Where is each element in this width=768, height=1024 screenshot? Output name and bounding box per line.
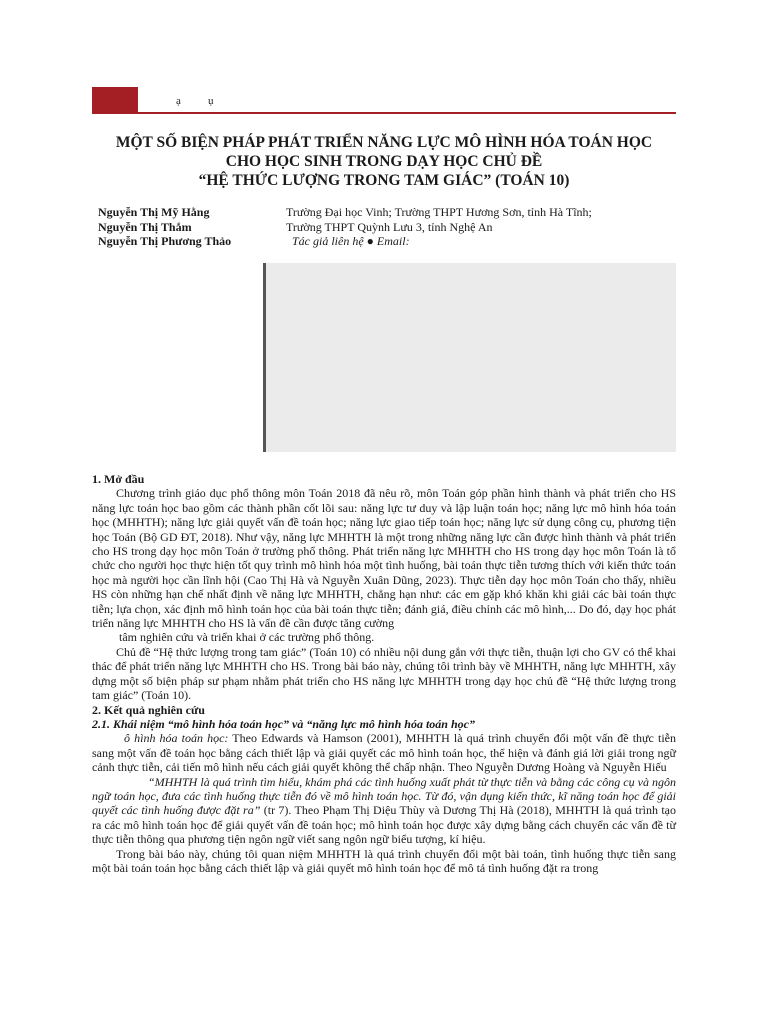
header-color-block xyxy=(92,87,138,114)
title-line-3: “HỆ THỨC LƯỢNG TRONG TAM GIÁC” (TOÁN 10) xyxy=(198,172,570,189)
section-2-heading: 2. Kết quả nghiên cứu xyxy=(92,702,205,717)
paragraph-text: Theo Edwards và Hamson (2001), MHHTH là quá trình chuyển đổi một vấn đề thực tiễn sang một vấn đề toán học bằng cách thiết lập và giải quyết các mô hình toán học, thể hiện và đánh giá lời giải trong ngữ cảnh thực tiễn, cải tiến mô hình nếu cách giải quyết không thể chấp nhận. Theo Nguyễn Dương Hoàng và Nguyễn Hiếu xyxy=(92,731,676,775)
title-line-2: CHO HỌC SINH TRONG DẠY HỌC CHỦ ĐỀ xyxy=(225,153,543,170)
header-right-text: ụ xyxy=(208,95,214,107)
paragraph xyxy=(92,775,676,847)
paragraph-text: (tr 7). Theo Phạm Thị Diệu Thùy và Dương Thị Hà (2018), MHHTH là quá trình tạo ra các mô hình toán học để giải quyết vấn đề toán học; mô hình toán học được xây dựng bằng cách chuyển các vấn đề từ thực tiễn thông qua phương tiện ngôn ngữ viết sang ngôn ngữ biểu tượng, kí hiệu. xyxy=(92,803,676,847)
abstract-box xyxy=(263,263,676,452)
author-row xyxy=(98,234,678,249)
paragraph: Chủ đề “Hệ thức lượng trong tam giác” (Toán 10) có nhiều nội dung gắn với thực tiễn, thuận lợi cho GV có thể khai thác để phát triển năng lực MHHTH cho HS. Trong bài báo này, chúng tôi trình bày về MHHTH, năng lực MHHTH, xây dựng một số biện pháp sư phạm nhằm phát triển cho HS năng lực MHHTH trong dạy học chủ đề “Hệ thức lượng trong tam giác” (Toán 10). xyxy=(92,644,676,703)
author-name: Nguyễn Thị Phương Thảo xyxy=(98,234,232,248)
article-title xyxy=(92,133,676,190)
paragraph-continuation: tâm nghiên cứu và triển khai ở các trường phổ thông. xyxy=(119,630,375,645)
author-name: Nguyễn Thị Thắm xyxy=(98,219,192,234)
paragraph xyxy=(92,731,676,774)
term-lead: ô hình hóa toán học: xyxy=(124,731,229,746)
author-contact: Tác giả liên hệ ● Email: xyxy=(292,234,410,248)
article-body xyxy=(92,472,676,875)
paragraph: Trong bài báo này, chúng tôi quan niệm MHHTH là quá trình chuyển đổi một bài toán, tình huống thực tiễn sang một bài toán toán học bằng cách thiết lập và giải quyết mô hình toán học để mô tả tình huống đặt ra trong xyxy=(92,846,676,875)
paragraph: Chương trình giáo dục phổ thông môn Toán 2018 đã nêu rõ, môn Toán góp phần hình thành và phát triển cho HS năng lực toán học bao gồm các thành phần cốt lõi sau: năng lực tư duy và lập luận toán học; năng lực mô hình hóa toán học (MHHTH); năng lực giải quyết vấn đề toán học; năng lực giao tiếp toán học; năng lực sử dụng công cụ, phương tiện học Toán (Bộ GD ĐT, 2018). Như vậy, năng lực MHHTH là một trong những năng lực cần được hình thành và phát triển cho HS trong dạy học môn Toán ở trường phổ thông. Phát triển năng lực MHHTH cho HS trong dạy học môn Toán là tổ chức cho người học thực hiện tốt quy trình mô hình hóa một tình huống, bài toán thực tiễn tương thích với kiến thức toán học mà người học cần lĩnh hội (Cao Thị Hà và Nguyễn Xuân Dũng, 2023). Thực tiễn dạy học môn Toán cho thấy, nhiều HS còn những hạn chế nhất định về năng lực MHHTH, chẳng hạn như: các em gặp khó khăn khi giải các bài toán thực tiễn; lựa chọn, xác định mô hình toán học của bài toán thực tiễn; đánh giá, điều chỉnh các mô hình,... Do đó, dạy học phát triển năng lực MHHTH cho HS là vấn đề cần được tăng cường xyxy=(92,486,676,631)
author-name: Nguyễn Thị Mỹ Hằng xyxy=(98,205,210,219)
quotation: “MHHTH là quá trình tìm hiểu, khám phá các tình huống xuất phát từ thực tiễn và bằng các công cụ và ngôn ngữ toán học, đưa các tình huống thực tiễn đó về mô hình toán học. Từ đó, vận dụng kiến thức, kĩ năng toán học để giải quyết các tình huống được đặt ra” xyxy=(92,774,676,818)
header-left-text: ạ xyxy=(176,95,181,107)
author-row xyxy=(98,205,678,220)
section-2-1-heading: 2.1. Khái niệm “mô hình hóa toán học” và “năng lực mô hình hóa toán học” xyxy=(92,716,475,731)
page-header xyxy=(92,87,676,114)
author-row xyxy=(98,220,678,235)
title-line-1: MỘT SỐ BIỆN PHÁP PHÁT TRIỂN NĂNG LỰC MÔ HÌNH HÓA TOÁN HỌC xyxy=(115,134,653,151)
author-affiliation: Trường THPT Quỳnh Lưu 3, tỉnh Nghệ An xyxy=(286,219,493,234)
section-1-heading: 1. Mở đầu xyxy=(92,472,145,486)
header-rule xyxy=(138,112,676,114)
author-list xyxy=(98,205,678,249)
author-affiliation: Trường Đại học Vinh; Trường THPT Hương Sơn, tỉnh Hà Tĩnh; xyxy=(286,205,592,219)
